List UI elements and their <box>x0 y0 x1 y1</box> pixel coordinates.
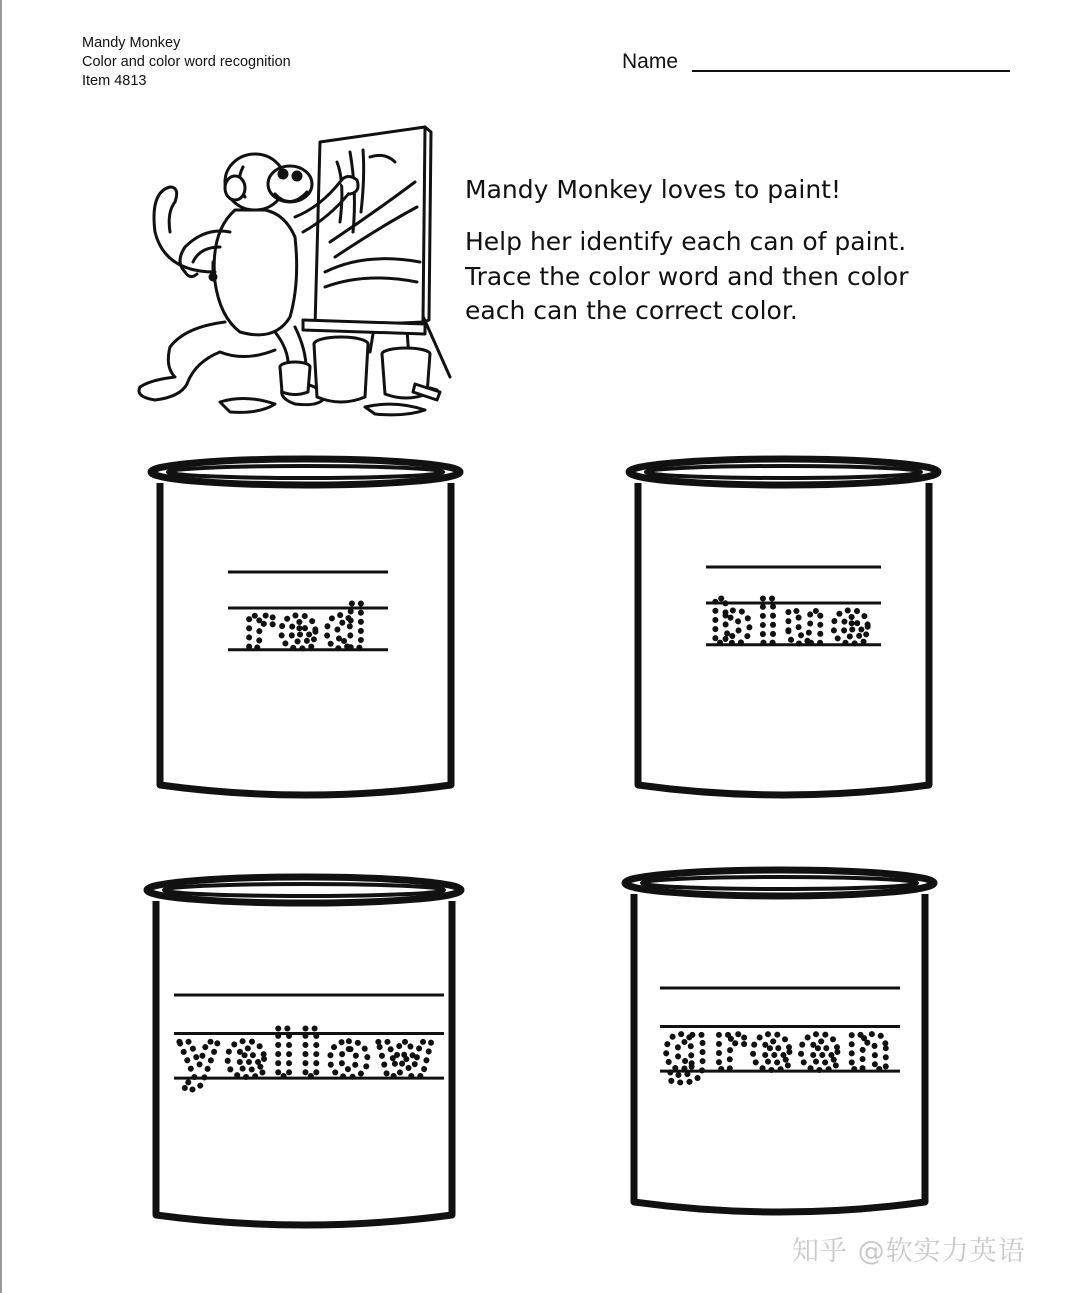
instruction-line: each can the correct color. <box>465 296 798 325</box>
instruction-intro: Mandy Monkey loves to paint! <box>465 175 842 204</box>
watermark: 知乎 @软实力英语 <box>792 1236 1026 1267</box>
trace-word-red[interactable] <box>228 560 388 680</box>
trace-word-text: red <box>244 593 372 662</box>
trace-word-text: blue <box>710 588 877 657</box>
trace-word-yellow[interactable] <box>174 983 444 1163</box>
page-left-border <box>0 0 2 1293</box>
worksheet-item-number: Item 4813 <box>82 73 147 89</box>
name-label: Name <box>622 50 679 73</box>
trace-word-blue[interactable] <box>706 555 881 675</box>
paint-can-red[interactable] <box>148 455 463 805</box>
paint-can-green[interactable] <box>622 866 937 1222</box>
trace-word-text: green <box>663 1011 897 1085</box>
monkey-painting-icon <box>125 122 460 417</box>
instructions <box>465 172 909 329</box>
worksheet-title: Mandy Monkey <box>82 35 181 51</box>
worksheet-meta <box>82 34 291 91</box>
trace-word-text: yellow <box>178 1018 440 1092</box>
paint-can-blue[interactable] <box>626 455 941 805</box>
instruction-line: Trace the color word and then color <box>465 261 909 291</box>
name-input-line[interactable] <box>692 70 1010 72</box>
worksheet-subtitle: Color and color word recognition <box>82 54 291 70</box>
trace-word-green[interactable] <box>660 976 900 1146</box>
instruction-line: Help her identify each can of paint. <box>465 227 907 256</box>
paint-can-yellow[interactable] <box>144 873 464 1235</box>
